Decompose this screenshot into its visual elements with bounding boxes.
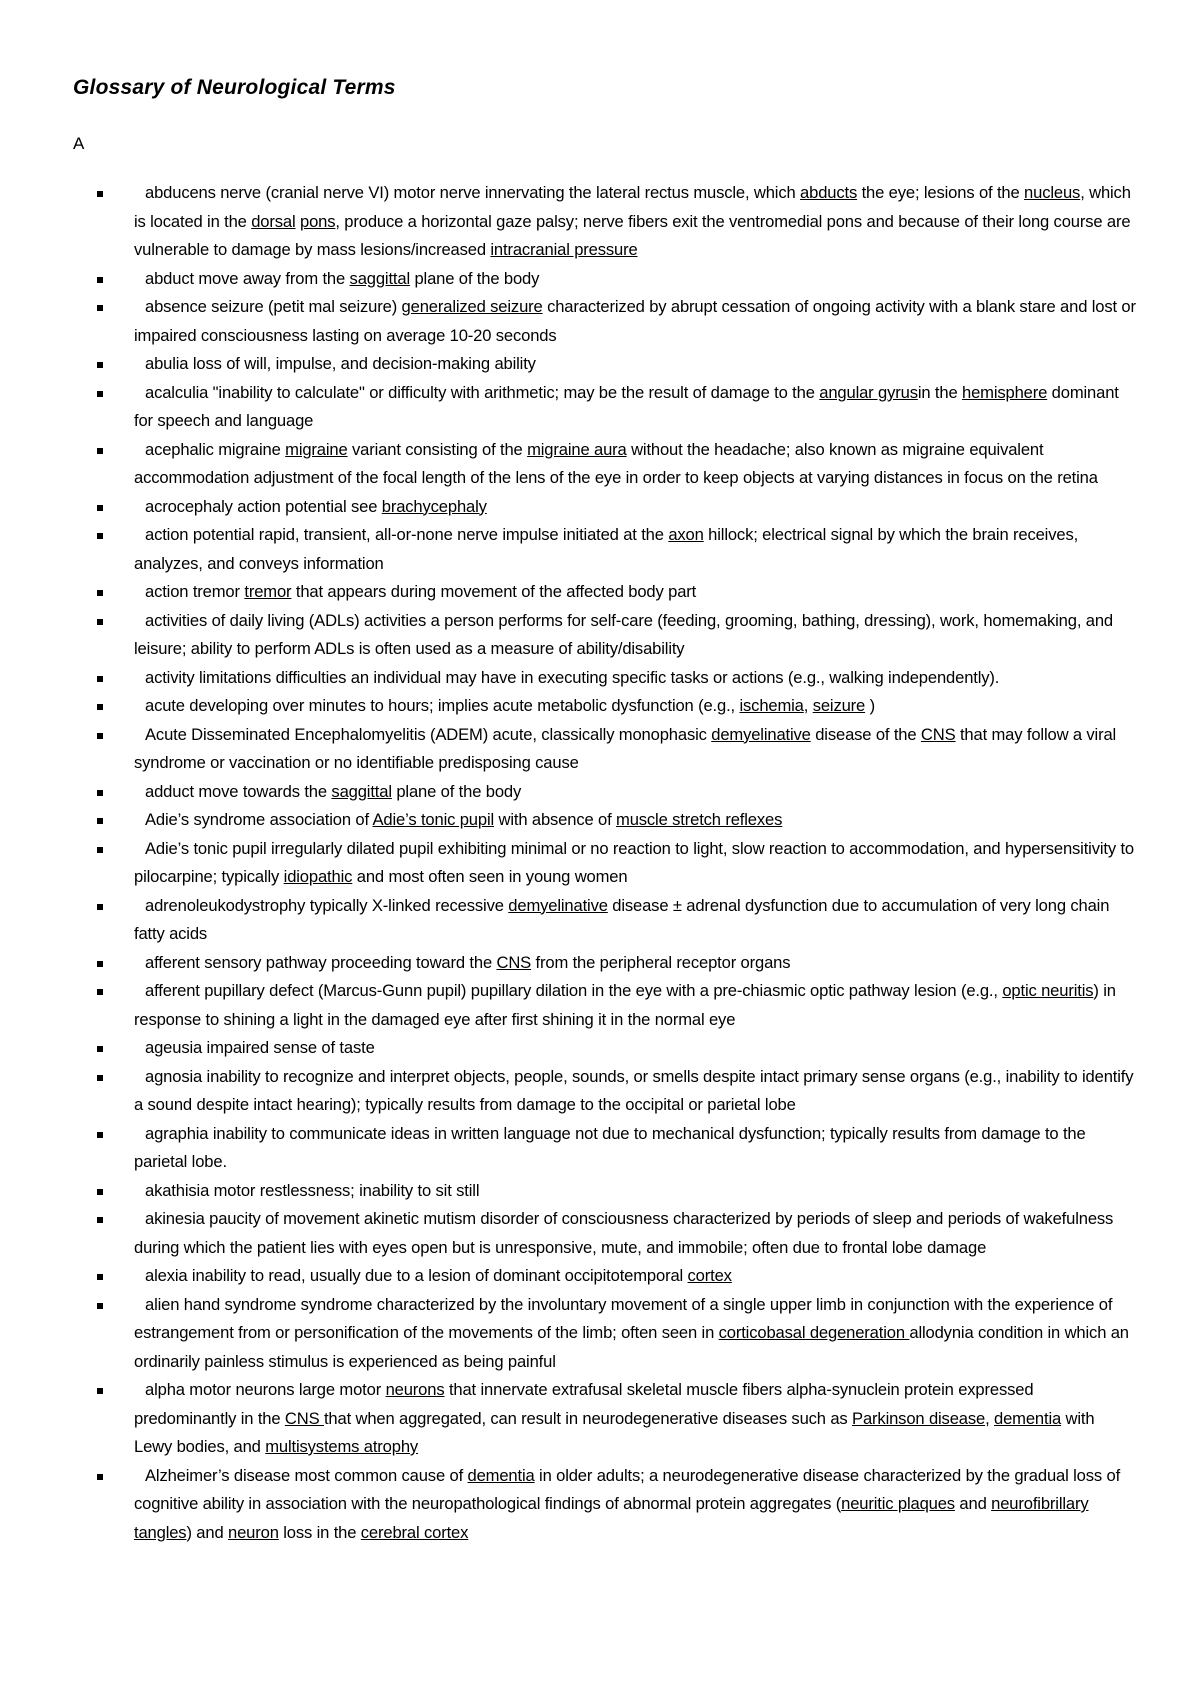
glossary-list xyxy=(97,179,1141,1547)
definition-text: inability to read, usually due to a lesion of dominant occipitotemporal xyxy=(187,1266,688,1285)
glossary-entry xyxy=(97,379,1137,436)
glossary-term: acephalic migraine xyxy=(145,439,281,459)
definition-text: without the headache; also known as migraine equivalent accommodation adjustment of the focal length of the lens of the eye in order to keep objects at varying distances in focus on the retina xyxy=(134,439,1098,487)
glossary-term: ageusia xyxy=(145,1038,203,1057)
glossary-link[interactable]: migraine xyxy=(285,439,348,459)
glossary-link[interactable]: neuron xyxy=(228,1522,279,1542)
glossary-term: action tremor xyxy=(145,582,240,601)
glossary-link[interactable]: saggittal xyxy=(349,268,411,288)
glossary-term: akinesia xyxy=(145,1209,205,1228)
glossary-entry xyxy=(97,778,1137,807)
definition-text: ) xyxy=(865,696,875,715)
definition-text: in older adults; a neurodegenerative disease characterized by the gradual loss of cognitive ability in association with the neuropathological findings of abnormal protein aggregates ( xyxy=(134,1465,1125,1513)
square-bullet-icon xyxy=(97,305,103,311)
definition-text: developing over minutes to hours; implies acute metabolic dysfunction (e.g., xyxy=(184,696,740,715)
square-bullet-icon xyxy=(97,362,103,368)
glossary-entry xyxy=(97,892,1137,949)
glossary-term: acrocephaly xyxy=(145,496,233,516)
glossary-link[interactable]: migraine aura xyxy=(527,439,627,459)
definition-text: syndrome characterized by the involuntary movement of a single upper limb in conjunction with the experience of estrangement from or personification of the movements of the limb; often seen in xyxy=(134,1294,1117,1342)
definition-text: action potential see xyxy=(232,496,382,516)
definition-text: large motor xyxy=(294,1380,386,1399)
glossary-entry xyxy=(97,1291,1137,1377)
glossary-term: action potential xyxy=(145,525,255,544)
definition-text: disease ± adrenal dysfunction due to accumulation of very long chain fatty acids xyxy=(134,895,1114,943)
square-bullet-icon xyxy=(97,1474,103,1480)
square-bullet-icon xyxy=(97,448,103,454)
square-bullet-icon xyxy=(97,590,103,596)
glossary-link[interactable]: angular gyrus xyxy=(819,382,918,402)
glossary-link[interactable]: neurofibrillary tangles xyxy=(134,1494,1089,1542)
glossary-link[interactable]: multisystems atrophy xyxy=(265,1437,419,1456)
glossary-link[interactable]: tremor xyxy=(244,582,292,601)
glossary-term: abducens nerve (cranial nerve VI) xyxy=(145,183,390,202)
definition-text: acute, classically monophasic xyxy=(488,724,712,744)
definition-text: from the peripheral receptor organs xyxy=(531,952,791,972)
definition-text: allodynia condition in which an ordinarily painless stimulus is experienced as being painful xyxy=(134,1323,1134,1371)
glossary-term: acute xyxy=(145,696,185,715)
glossary-link[interactable]: neuritic plaques xyxy=(841,1494,955,1513)
glossary-term: activity limitations xyxy=(145,667,272,687)
square-bullet-icon xyxy=(97,989,103,995)
glossary-link[interactable]: abducts xyxy=(800,183,858,202)
glossary-entry xyxy=(97,835,1137,892)
glossary-entry xyxy=(97,664,1137,693)
glossary-link[interactable]: demyelinative xyxy=(711,724,811,744)
glossary-entry xyxy=(97,1376,1137,1462)
glossary-link[interactable]: cortex xyxy=(687,1266,732,1285)
glossary-link[interactable]: Parkinson disease xyxy=(852,1408,986,1428)
glossary-link[interactable]: dorsal xyxy=(251,211,296,231)
square-bullet-icon xyxy=(97,1388,103,1394)
square-bullet-icon xyxy=(97,847,103,853)
definition-text: most common cause of xyxy=(290,1465,468,1485)
glossary-link[interactable]: dementia xyxy=(467,1465,535,1485)
definition-text: , produce a horizontal gaze palsy; nerve fibers exit the ventromedial pons and because of their long course are vulnerable to damage by mass lesions/increased xyxy=(134,211,1135,259)
page-title: Glossary of Neurological Terms xyxy=(73,76,396,99)
definition-text: that when aggregated, can result in neurodegenerative diseases such as xyxy=(323,1408,853,1428)
definition-text: irregularly dilated pupil exhibiting minimal or no reaction to light, slow reaction to accommodation, and hypersensitivity to pilocarpine; typically xyxy=(134,838,1139,886)
glossary-entry xyxy=(97,692,1137,721)
glossary-link[interactable]: CNS xyxy=(496,952,532,972)
definition-text: and most often seen in young women xyxy=(352,867,628,886)
glossary-link[interactable]: seizure xyxy=(812,696,866,715)
glossary-link[interactable]: hemisphere xyxy=(962,382,1048,402)
definition-text: ) and xyxy=(186,1522,229,1542)
square-bullet-icon xyxy=(97,191,103,197)
definition-text: variant consisting of the xyxy=(347,439,528,459)
definition-text: , xyxy=(985,1408,995,1428)
definition-text: typically X-linked recessive xyxy=(305,895,509,915)
glossary-term: afferent pupillary defect (Marcus-Gunn pupil) xyxy=(145,981,467,1000)
square-bullet-icon xyxy=(97,1303,103,1309)
glossary-link[interactable]: brachycephaly xyxy=(381,496,487,516)
glossary-link[interactable]: intracranial pressure xyxy=(490,240,638,259)
glossary-entry xyxy=(97,265,1137,294)
glossary-link[interactable]: pons xyxy=(299,211,336,231)
glossary-term: Alzheimer’s disease xyxy=(145,1465,291,1485)
glossary-link[interactable]: axon xyxy=(668,525,704,544)
glossary-link[interactable]: dementia xyxy=(994,1408,1062,1428)
square-bullet-icon xyxy=(97,391,103,397)
square-bullet-icon xyxy=(97,619,103,625)
glossary-term: adrenoleukodystrophy xyxy=(145,895,306,915)
glossary-term: absence seizure (petit mal seizure) xyxy=(145,297,398,316)
glossary-term: Adie’s syndrome xyxy=(145,810,266,829)
definition-text: difficulties an individual may have in executing specific tasks or actions (e.g., walking independently). xyxy=(271,667,1000,687)
glossary-term: agraphia xyxy=(145,1123,209,1143)
glossary-term: alien hand syndrome xyxy=(145,1294,297,1314)
glossary-term: alexia xyxy=(145,1266,188,1285)
definition-text: paucity of movement akinetic mutism disorder of consciousness characterized by periods of sleep and periods of wakefulness during which the patient lies with eyes open but is unresponsive, mute, and immobile; often due to frontal lobe damage xyxy=(134,1209,1118,1257)
square-bullet-icon xyxy=(97,1189,103,1195)
definition-text: loss of will, impulse, and decision-making ability xyxy=(188,354,536,373)
glossary-entry xyxy=(97,1063,1137,1120)
square-bullet-icon xyxy=(97,1132,103,1138)
definition-text: pupillary dilation in the eye with a pre-chiasmic optic pathway lesion (e.g., xyxy=(466,981,1003,1000)
definition-text: , which is located in the xyxy=(134,183,1136,231)
definition-text: sensory pathway proceeding toward the xyxy=(199,952,497,972)
glossary-entry xyxy=(97,1462,1137,1548)
glossary-entry xyxy=(97,1205,1137,1262)
glossary-link[interactable]: CNS xyxy=(920,724,956,744)
glossary-entry xyxy=(97,977,1137,1034)
glossary-link[interactable]: ischemia xyxy=(739,696,804,715)
definition-text: motor nerve innervating the lateral rectus muscle, which xyxy=(389,183,801,202)
glossary-entry xyxy=(97,949,1137,978)
glossary-link[interactable]: neurons xyxy=(385,1380,445,1399)
square-bullet-icon xyxy=(97,676,103,682)
square-bullet-icon xyxy=(97,961,103,967)
glossary-term: abduct xyxy=(145,268,194,288)
glossary-term: Adie’s tonic pupil xyxy=(145,838,267,858)
definition-text: in the xyxy=(917,382,962,402)
definition-text: association of xyxy=(265,810,373,829)
square-bullet-icon xyxy=(97,533,103,539)
glossary-link[interactable]: muscle stretch reflexes xyxy=(616,810,783,829)
glossary-entry xyxy=(97,721,1137,778)
definition-text: inability to communicate ideas in written language not due to mechanical dysfunction; typically results from damage to the parietal lobe. xyxy=(134,1123,1091,1171)
square-bullet-icon xyxy=(97,1046,103,1052)
square-bullet-icon xyxy=(97,733,103,739)
square-bullet-icon xyxy=(97,277,103,283)
glossary-entry xyxy=(97,806,1137,835)
definition-text: activities a person performs for self-care (feeding, grooming, bathing, dressing), work, homemaking, and leisure; ability to perform ADLs is often used as a measure of ability/disability xyxy=(134,610,1118,658)
glossary-link[interactable]: generalized seizure xyxy=(401,297,543,316)
definition-text: disease of the xyxy=(810,724,921,744)
glossary-term: acalculia xyxy=(145,382,209,402)
glossary-link[interactable]: nucleus xyxy=(1024,183,1081,202)
glossary-term: akathisia xyxy=(145,1180,210,1200)
square-bullet-icon xyxy=(97,704,103,710)
glossary-link[interactable]: demyelinative xyxy=(508,895,608,915)
glossary-link[interactable]: Adie’s tonic pupil xyxy=(372,810,495,829)
glossary-term: afferent xyxy=(145,952,200,972)
glossary-entry xyxy=(97,493,1137,522)
definition-text: that appears during movement of the affected body part xyxy=(291,582,697,601)
definition-text: that may follow a viral syndrome or vaccination or no identifiable predisposing cause xyxy=(134,724,1121,772)
glossary-entry xyxy=(97,578,1137,607)
square-bullet-icon xyxy=(97,505,103,511)
definition-text: with Lewy bodies, and xyxy=(134,1408,1099,1456)
definition-text: dominant for speech and language xyxy=(134,382,1124,430)
square-bullet-icon xyxy=(97,904,103,910)
glossary-link[interactable]: saggittal xyxy=(331,781,392,801)
definition-text: with absence of xyxy=(494,810,617,829)
definition-text: rapid, transient, all-or-none nerve impulse initiated at the xyxy=(254,525,669,544)
definition-text: "inability to calculate" or difficulty with arithmetic; may be the result of damage to the xyxy=(208,382,820,402)
definition-text: loss in the xyxy=(278,1522,361,1542)
definition-text: move away from the xyxy=(193,268,350,288)
definition-text: motor restlessness; inability to sit still xyxy=(209,1180,480,1200)
glossary-entry xyxy=(97,1177,1137,1206)
definition-text: , xyxy=(803,696,813,715)
square-bullet-icon xyxy=(97,1274,103,1280)
definition-text: inability to recognize and interpret objects, people, sounds, or smells despite intact primary sense organs (e.g., inability to identify a sound despite intact hearing); typically results from damage to the occipital or parietal lobe xyxy=(134,1066,1138,1114)
square-bullet-icon xyxy=(97,1075,103,1081)
section-letter: A xyxy=(73,134,85,153)
definition-text: that innervate extrafusal skeletal muscle fibers alpha-synuclein protein expressed predominantly in the xyxy=(134,1380,1038,1428)
definition-text: and xyxy=(954,1494,992,1513)
glossary-link[interactable]: idiopathic xyxy=(283,867,353,886)
definition-text: the eye; lesions of the xyxy=(857,183,1025,202)
definition-text: move towards the xyxy=(193,781,332,801)
definition-text: impaired sense of taste xyxy=(202,1038,375,1057)
glossary-entry xyxy=(97,293,1141,350)
glossary-term: activities of daily living (ADLs) xyxy=(145,610,360,630)
glossary-link[interactable]: cerebral cortex xyxy=(360,1522,469,1542)
glossary-entry xyxy=(97,1034,1137,1063)
glossary-term: adduct xyxy=(145,781,194,801)
glossary-entry xyxy=(97,1262,1137,1291)
glossary-term: Acute Disseminated Encephalomyelitis (ADEM) xyxy=(145,724,489,744)
square-bullet-icon xyxy=(97,790,103,796)
square-bullet-icon xyxy=(97,1217,103,1223)
glossary-link[interactable]: CNS xyxy=(284,1408,324,1428)
glossary-entry xyxy=(97,607,1137,664)
glossary-entry xyxy=(97,1120,1137,1177)
glossary-entry xyxy=(97,350,1137,379)
glossary-term: agnosia xyxy=(145,1066,203,1086)
glossary-entry xyxy=(97,179,1137,265)
definition-text: characterized by abrupt cessation of ongoing activity with a blank stare and lost or impaired consciousness lasting on average 10-20 seconds xyxy=(134,297,1141,345)
glossary-term: alpha motor neurons xyxy=(145,1380,295,1399)
glossary-link[interactable]: corticobasal degeneration xyxy=(718,1323,910,1342)
definition-text: plane of the body xyxy=(410,268,540,288)
glossary-entry xyxy=(97,436,1137,493)
definition-text: plane of the body xyxy=(391,781,522,801)
glossary-link[interactable]: optic neuritis xyxy=(1002,981,1094,1000)
definition-text: ) in response to shining a light in the damaged eye after first shining it in the normal eye xyxy=(134,981,1121,1029)
glossary-entry xyxy=(97,521,1137,578)
definition-text: hillock; electrical signal by which the brain receives, analyzes, and conveys information xyxy=(134,525,1083,573)
square-bullet-icon xyxy=(97,818,103,824)
glossary-term: abulia xyxy=(145,354,189,373)
